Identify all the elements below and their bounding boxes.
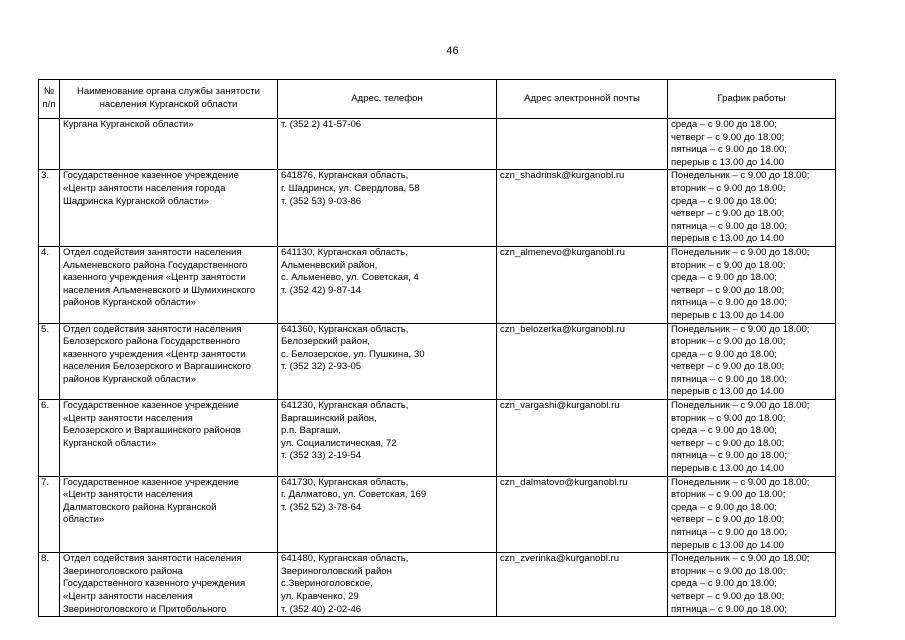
table-row — [39, 246, 836, 323]
schedule-cell — [668, 476, 836, 553]
schedule-line: перерыв с 13.00 до 14.00 — [671, 233, 784, 245]
schedule-line: пятница – с 9.00 до 18.00; — [671, 527, 788, 538]
schedule-line: среда – с 9.00 до 18.00; — [671, 272, 777, 284]
schedule-line: перерыв с 13.00 до 14.00 — [671, 539, 784, 551]
address-line: 641480, Курганская область, — [281, 553, 409, 565]
schedule-cell — [668, 553, 836, 617]
email-address: czn_shadrinsk@kurganobl.ru — [500, 170, 625, 182]
name-line: «Центр занятости населения города — [63, 182, 226, 194]
address-line: 641130, Курганская область, — [281, 246, 408, 258]
schedule-line: пятница – с 9.00 до 18.00; — [671, 297, 788, 309]
schedule-line: четверг – с 9.00 до 18.00; — [671, 131, 785, 143]
row-number-cell — [39, 476, 60, 553]
address-line: 641360, Курганская область, — [281, 323, 409, 335]
table-row — [39, 553, 836, 617]
schedule-cell — [668, 246, 836, 323]
schedule-line: четверг – с 9.00 до 18.00; — [671, 208, 785, 220]
address-line: г. Далматово, ул. Советская, 169 — [281, 489, 427, 501]
row-number: 4. — [41, 246, 50, 258]
table-row — [39, 323, 836, 400]
schedule-line: Понедельник – с 9.00 до 18.00; — [671, 246, 810, 258]
header-address: Адрес, телефон — [278, 80, 497, 119]
email-cell — [497, 119, 668, 170]
email-address: czn_vargashi@kurganobl.ru — [500, 400, 620, 412]
name-line: Государственного казенного учреждения — [63, 578, 246, 590]
employment-offices-table — [38, 79, 836, 617]
office-name-cell — [60, 476, 278, 553]
table-row — [39, 400, 836, 477]
row-number-cell — [39, 170, 60, 247]
address-line: 641876, Курганская область, — [281, 170, 409, 182]
email-address: czn_belozerka@kurganobl.ru — [500, 323, 625, 335]
address-cell — [278, 246, 497, 323]
schedule-cell — [668, 400, 836, 477]
office-name-cell — [60, 400, 278, 477]
address-line: с. Альменево, ул. Советская, 4 — [281, 272, 419, 284]
address-line: р.п. Варгаши, — [281, 425, 341, 437]
schedule-line: пятница – с 9.00 до 18.00; — [671, 220, 788, 232]
office-name-cell — [60, 170, 278, 247]
schedule-line: пятница – с 9.00 до 18.00; — [671, 450, 788, 462]
schedule-line: вторник – с 9.00 до 18.00; — [671, 489, 786, 501]
schedule-line: Понедельник – с 9.00 до 18.00; — [671, 400, 810, 412]
name-line: «Центр занятости населения — [63, 590, 193, 602]
table-header-row — [39, 80, 836, 119]
table-row — [39, 476, 836, 553]
address-cell — [278, 476, 497, 553]
address-line: т. (352 2) 41-57-06 — [281, 119, 362, 130]
name-line: Звериноголовского района — [63, 565, 183, 577]
address-line: с. Белозерское, ул. Пушкина, 30 — [281, 348, 425, 360]
address-line: ул. Социалистическая, 72 — [281, 437, 397, 449]
office-name-cell — [60, 119, 278, 170]
address-line: 641730, Курганская область, — [281, 476, 409, 488]
schedule-line: четверг – с 9.00 до 18.00; — [671, 590, 785, 602]
address-line: Альменевский район, — [281, 259, 378, 271]
schedule-line: вторник – с 9.00 до 18.00; — [671, 565, 786, 577]
address-line: т. (352 42) 9-87-14 — [281, 284, 362, 296]
email-cell — [497, 476, 668, 553]
name-line: Отдел содействия занятости населения — [63, 323, 242, 335]
address-cell — [278, 400, 497, 477]
schedule-cell — [668, 323, 836, 400]
row-number: 6. — [41, 400, 50, 412]
schedule-line: Понедельник – с 9.00 до 18.00; — [671, 170, 810, 182]
row-number-cell — [39, 119, 60, 170]
address-line: 641230, Курганская область, — [281, 400, 409, 412]
row-number: 3. — [41, 170, 50, 182]
row-number: 5. — [41, 323, 50, 335]
address-line: с.Звериноголовское, — [281, 578, 373, 590]
row-number: 7. — [41, 476, 50, 488]
name-line: Государственное казенное учреждение — [63, 400, 239, 412]
schedule-line: четверг – с 9.00 до 18.00; — [671, 437, 785, 449]
name-line: населения Белозерского и Варгашинского — [63, 361, 251, 373]
name-line: «Центр занятости населения — [63, 489, 193, 501]
address-cell — [278, 553, 497, 617]
name-line: Звериноголовского и Притобольного — [63, 603, 227, 615]
schedule-line: Понедельник – с 9.00 до 18.00; — [671, 323, 810, 335]
row-number-cell — [39, 246, 60, 323]
name-line: казенного учреждения «Центр занятости — [63, 348, 246, 360]
name-line: Государственное казенное учреждение — [63, 170, 239, 182]
name-line: Отдел содействия занятости населения — [63, 553, 242, 565]
schedule-line: среда – с 9.00 до 18.00; — [671, 425, 777, 437]
email-address: czn_dalmatovo@kurganobl.ru — [500, 476, 628, 488]
email-cell — [497, 553, 668, 617]
schedule-line: пятница – с 9.00 до 18.00; — [671, 144, 788, 156]
schedule-cell — [668, 170, 836, 247]
email-cell — [497, 323, 668, 400]
name-line: Белозерского и Варгашинского районов — [63, 425, 241, 437]
email-address: czn_almenevo@kurganobl.ru — [500, 246, 625, 258]
schedule-line: четверг – с 9.00 до 18.00; — [671, 284, 785, 296]
schedule-line: вторник – с 9.00 до 18.00; — [671, 182, 786, 194]
table-row — [39, 170, 836, 247]
address-line: т. (352 32) 2-93-05 — [281, 361, 362, 373]
address-cell — [278, 323, 497, 400]
table-row — [39, 119, 836, 170]
office-name-cell — [60, 323, 278, 400]
name-line: Государственное казенное учреждение — [63, 476, 239, 488]
office-name-cell — [60, 553, 278, 617]
name-line: Далматовского района Курганской — [63, 501, 217, 513]
schedule-line: пятница – с 9.00 до 18.00; — [671, 603, 788, 615]
email-cell — [497, 246, 668, 323]
name-line: районов Курганской области» — [63, 373, 196, 385]
header-email: Адрес электронной почты — [497, 80, 668, 119]
schedule-line: вторник – с 9.00 до 18.00; — [671, 259, 786, 271]
address-line: т. (352 33) 2-19-54 — [281, 450, 362, 462]
schedule-line: среда – с 9.00 до 18.00; — [671, 195, 777, 207]
office-name-cell — [60, 246, 278, 323]
name-line: Альменевского района Государственного — [63, 259, 248, 271]
name-line: Отдел содействия занятости населения — [63, 246, 242, 258]
schedule-line: перерыв с 13.00 до 14.00 — [671, 309, 784, 321]
address-line: г. Шадринск, ул. Свердлова, 58 — [281, 182, 420, 194]
name-line: области» — [63, 514, 105, 526]
schedule-line: перерыв с 13.00 до 14.00 — [671, 463, 784, 475]
header-schedule: График работы — [668, 80, 836, 119]
schedule-line: четверг – с 9.00 до 18.00; — [671, 514, 785, 526]
row-number-cell — [39, 400, 60, 477]
schedule-line: среда – с 9.00 до 18.00; — [671, 348, 777, 360]
schedule-line: среда – с 9.00 до 18.00; — [671, 501, 777, 513]
row-number: 8. — [41, 553, 50, 565]
row-number-cell — [39, 553, 60, 617]
schedule-line: пятница – с 9.00 до 18.00; — [671, 373, 788, 385]
name-line: районов Курганской области» — [63, 297, 196, 309]
header-number: № п/п — [39, 80, 60, 119]
schedule-cell — [668, 119, 836, 170]
row-number-cell — [39, 323, 60, 400]
address-line: т. (352 53) 9-03-86 — [281, 195, 362, 207]
address-line: Белозерский район, — [281, 336, 370, 348]
schedule-line: вторник – с 9.00 до 18.00; — [671, 336, 786, 348]
name-line: Белозерского района Государственного — [63, 336, 241, 348]
address-line: ул. Кравченко, 29 — [281, 590, 359, 602]
schedule-line: четверг – с 9.00 до 18.00; — [671, 361, 785, 373]
name-line: «Центр занятости населения — [63, 412, 193, 424]
page-number: 46 — [446, 45, 459, 57]
email-cell — [497, 170, 668, 247]
name-line: Кургана Курганской области» — [63, 119, 194, 130]
header-name: Наименование органа службы занятости населения Курганской области — [60, 80, 278, 119]
schedule-line: Понедельник – с 9.00 до 18.00; — [671, 476, 810, 488]
schedule-line: перерыв с 13.00 до 14.00 — [671, 156, 784, 168]
address-line: т. (352 52) 3-78-64 — [281, 501, 362, 513]
address-line: Варгашинский район, — [281, 412, 377, 424]
name-line: казенного учреждения «Центр занятости — [63, 272, 246, 284]
address-cell — [278, 119, 497, 170]
schedule-line: среда – с 9.00 до 18.00; — [671, 578, 777, 590]
schedule-line: вторник – с 9.00 до 18.00; — [671, 412, 786, 424]
name-line: Курганской области» — [63, 437, 157, 449]
schedule-line: среда – с 9.00 до 18.00; — [671, 119, 777, 130]
email-address: czn_zverinka@kurganobl.ru — [500, 553, 620, 565]
schedule-line: Понедельник – с 9.00 до 18.00; — [671, 553, 810, 565]
name-line: населения Альменевского и Шумихинского — [63, 284, 256, 296]
address-cell — [278, 170, 497, 247]
address-line: Звериноголовский район — [281, 565, 392, 577]
name-line: Шадринска Курганской области» — [63, 195, 210, 207]
address-line: т. (352 40) 2-02-46 — [281, 603, 362, 615]
email-cell — [497, 400, 668, 477]
schedule-line: перерыв с 13.00 до 14.00 — [671, 386, 784, 398]
